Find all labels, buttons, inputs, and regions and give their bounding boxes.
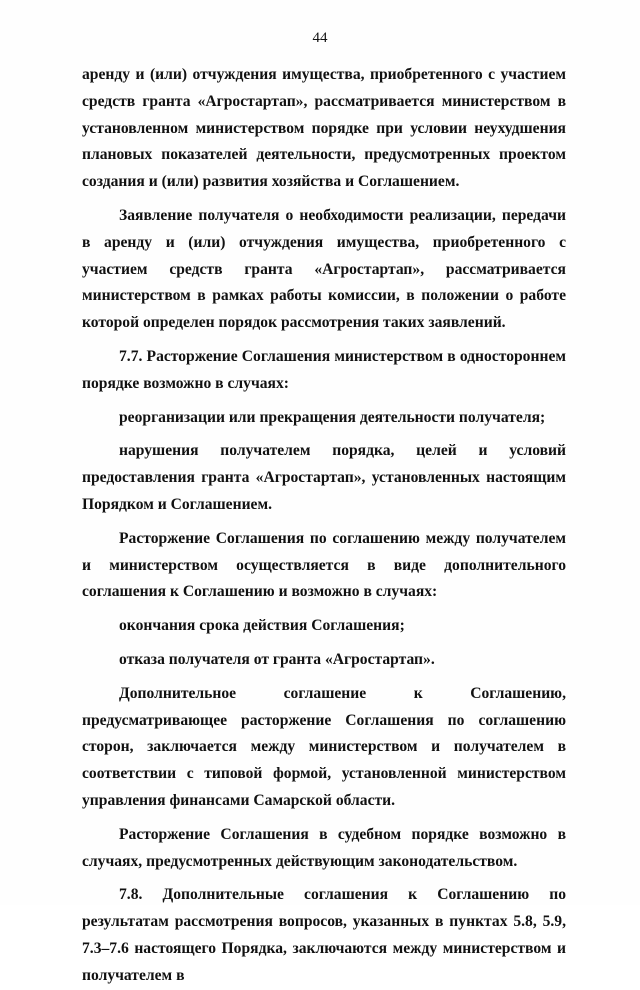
paragraph-continuation: аренду и (или) отчуждения имущества, приобретенного с участием средств гранта «Агростартап», рассматривается министерством в установленном министерством порядке при условии неухудшения плановых показателей деятельности, предусмотренных проектом создания и (или) развития хозяйства и Соглашением. (82, 66, 566, 191)
page-number: 44 (312, 30, 328, 46)
paragraph: Расторжение Соглашения в судебном порядке возможно в случаях, предусмотренных действующим законодательством. (82, 825, 566, 870)
list-item: реорганизации или прекращения деятельности получателя; (119, 408, 546, 426)
paragraph-clause-7-8: 7.8. Дополнительные соглашения к Соглашению по результатам рассмотрения вопросов, указанных в пунктах 5.8, 5.9, 7.3–7.6 настоящего Порядка, заключаются между министерством и получателем в (82, 886, 566, 984)
list-item: окончания срока действия Соглашения; (119, 617, 405, 635)
paragraph: Расторжение Соглашения по соглашению между получателем и министерством осуществляется в виде дополнительного соглашения к Соглашению и возможно в случаях: (82, 529, 566, 601)
list-item: нарушения получателем порядка, целей и условий предоставления гранта «Агростартап», установленных настоящим Порядком и Соглашением. (82, 442, 566, 513)
list-item: отказа получателя от гранта «Агростартап». (119, 650, 435, 668)
paragraph: Дополнительное соглашение к Соглашению, предусматривающее расторжение Соглашения по соглашению сторон, заключается между министерством и получателем в соответствии с типовой формой, установленной министерством управления финансами Самарской области. (82, 684, 566, 809)
document-body (82, 62, 566, 990)
paragraph: Заявление получателя о необходимости реализации, передачи в аренду и (или) отчуждения имущества, приобретенного с участием средств гранта «Агростартап», рассматривается министерством в рамках работы комиссии, в положении о работе которой определен порядок рассмотрения таких заявлений. (82, 206, 566, 332)
paragraph-clause-7-7: 7.7. Расторжение Соглашения министерством в одностороннем порядке возможно в случаях: (82, 347, 566, 392)
